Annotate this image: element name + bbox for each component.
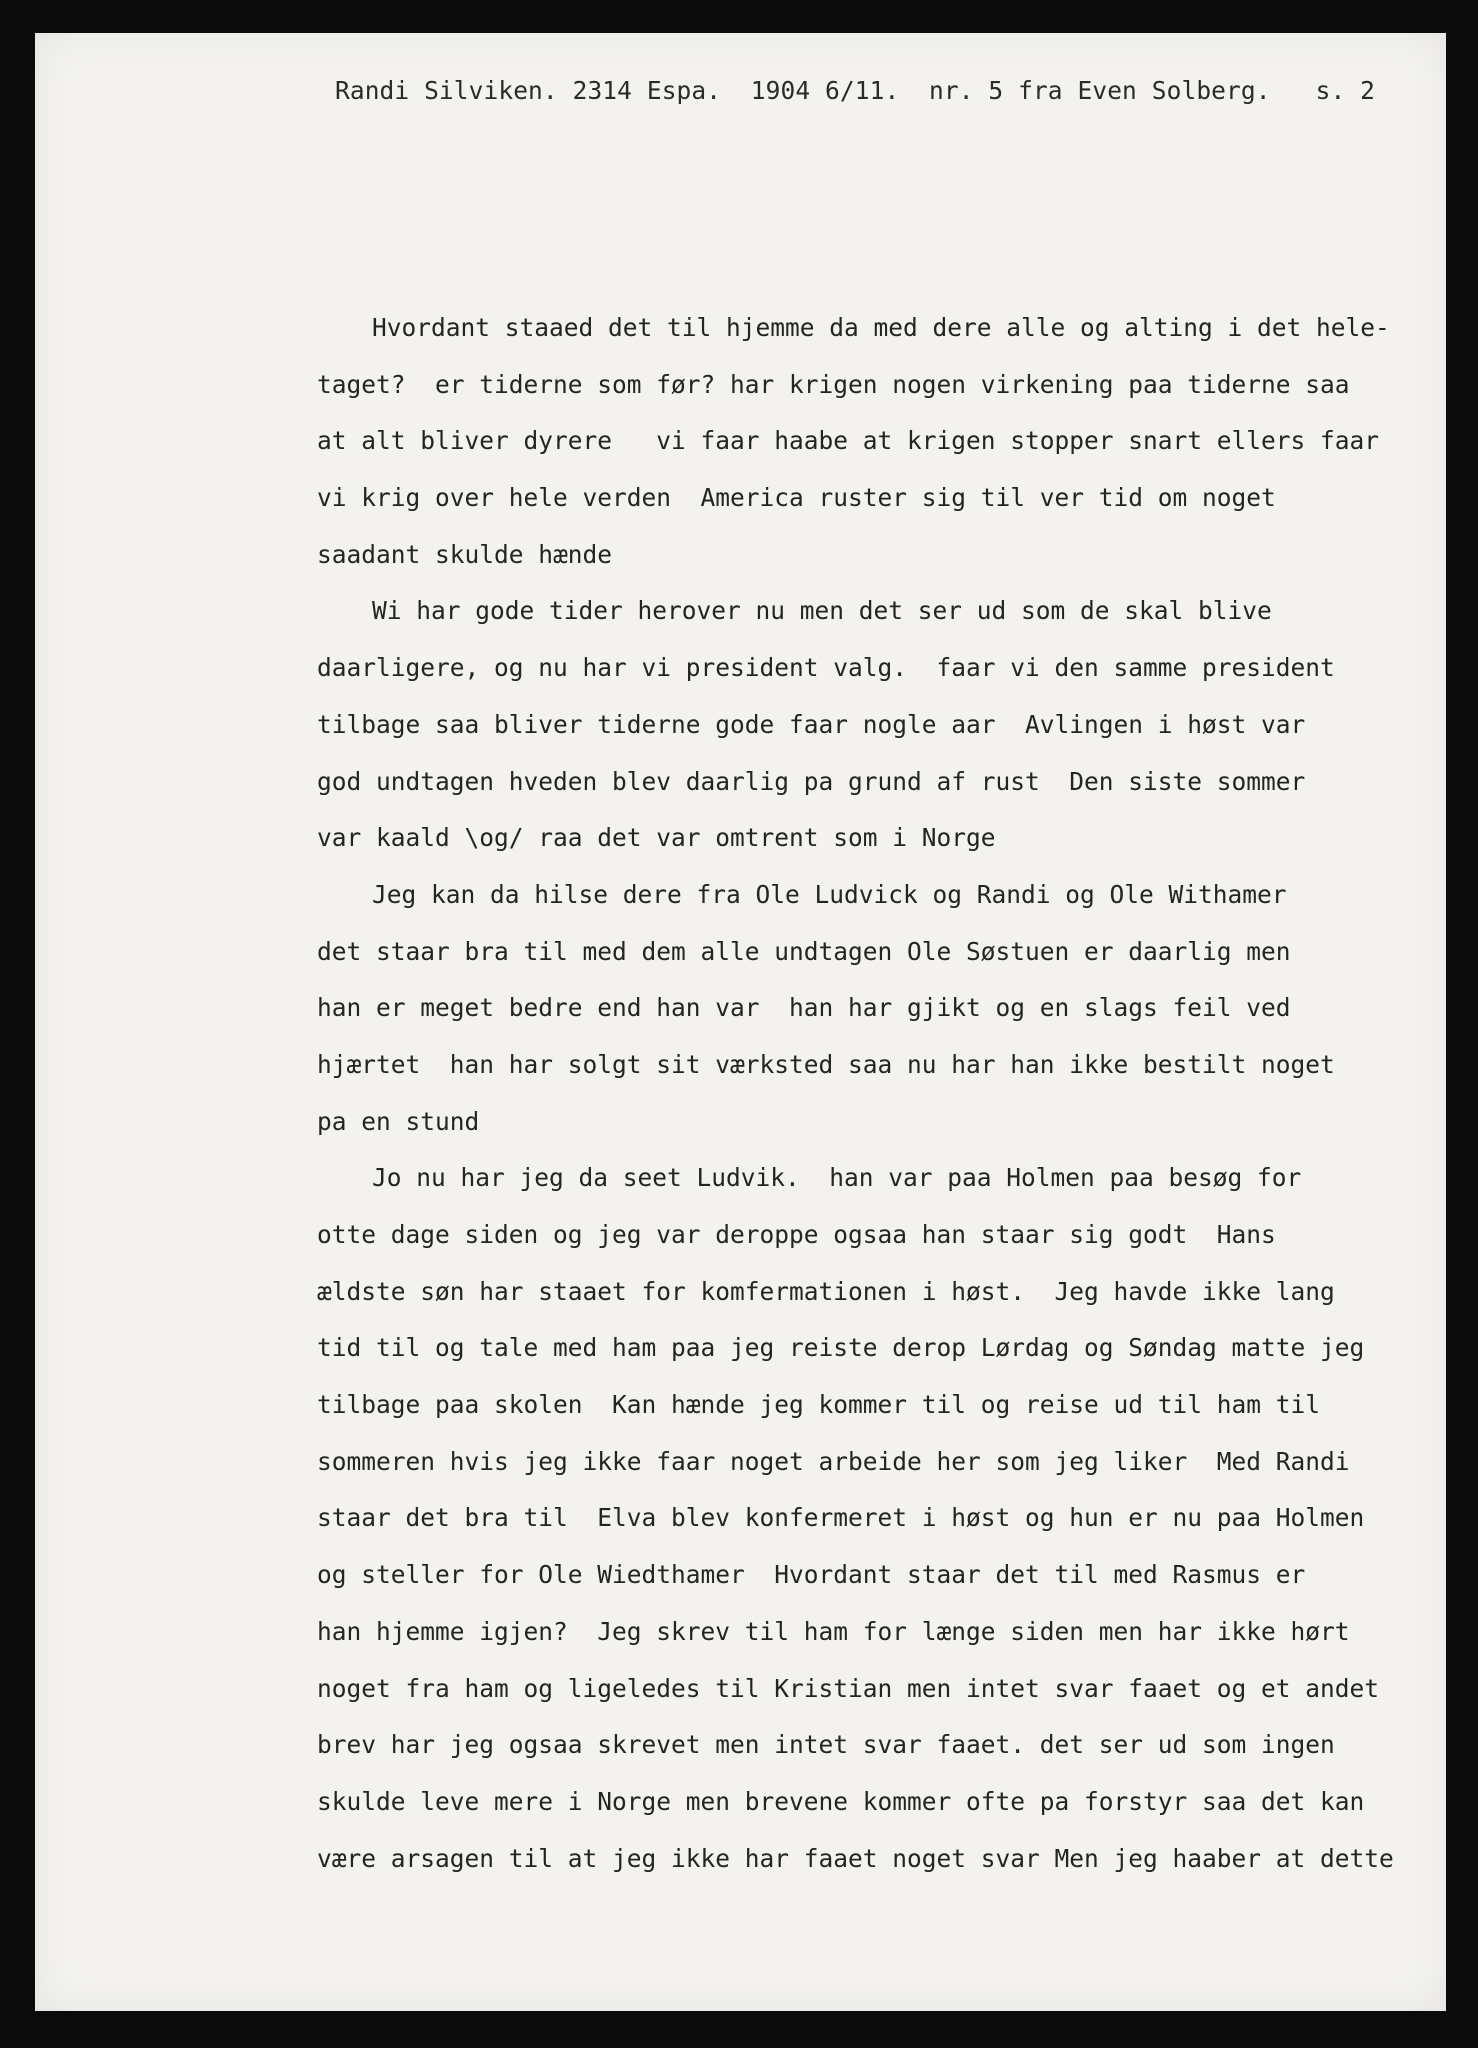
text-line: brev har jeg ogsaa skrevet men intet svar faaet. det ser ud som ingen: [317, 1730, 1335, 1760]
text-line: noget fra ham og ligeledes til Kristian men intet svar faaet og et andet: [317, 1673, 1380, 1703]
text-line: hjærtet han har solgt sit værksted saa nu har han ikke bestilt noget: [317, 1049, 1335, 1079]
text-line: Wi har gode tider herover nu men det ser ud som de skal blive: [372, 596, 1272, 626]
text-line: tid til og tale med ham paa jeg reiste derop Lørdag og Søndag matte jeg: [317, 1333, 1365, 1363]
text-line: være arsagen til at jeg ikke har faaet noget svar Men jeg haaber at dette: [317, 1843, 1394, 1873]
text-line: han hjemme igjen? Jeg skrev til ham for længe siden men har ikke hørt: [317, 1616, 1350, 1646]
text-line: Hvordant staaed det til hjemme da med dere alle og alting i det hele-: [372, 313, 1390, 342]
header-reference: Randi Silviken. 2314 Espa. 1904 6/11. nr. 5 fra Even Solberg.: [335, 76, 1271, 105]
letter-header: [335, 76, 1375, 110]
text-line: otte dage siden og jeg var deroppe ogsaa han staar sig godt Hans: [317, 1220, 1276, 1249]
text-line: daarligere, og nu har vi president valg. faar vi den samme president: [317, 653, 1335, 683]
text-line: Jeg kan da hilse dere fra Ole Ludvick og Randi og Ole Withamer: [372, 879, 1287, 909]
text-line: pa en stund: [317, 1106, 480, 1136]
text-line: tilbage saa bliver tiderne gode faar nogle aar Avlingen i høst var: [317, 709, 1306, 739]
page-number: s. 2: [1315, 76, 1375, 105]
text-line: staar det bra til Elva blev konfermeret i høst og hun er nu paa Holmen: [317, 1503, 1365, 1533]
text-line: sommeren hvis jeg ikke faar noget arbeide her som jeg liker Med Randi: [317, 1446, 1350, 1476]
text-line: vi krig over hele verden America ruster sig til ver tid om noget: [317, 483, 1276, 513]
text-line: god undtagen hveden blev daarlig pa grund af rust Den siste sommer: [317, 766, 1306, 796]
text-line: skulde leve mere i Norge men brevene kommer ofte pa forstyr saa det kan: [317, 1786, 1365, 1816]
text-line: at alt bliver dyrere vi faar haabe at krigen stopper snart ellers faar: [317, 426, 1380, 456]
text-line: taget? er tiderne som før? har krigen nogen virkening paa tiderne saa: [317, 369, 1350, 399]
text-line: Jo nu har jeg da seet Ludvik. han var paa Holmen paa besøg for: [372, 1163, 1302, 1193]
text-line: og steller for Ole Wiedthamer Hvordant staar det til med Rasmus er: [317, 1560, 1306, 1590]
text-line: det staar bra til med dem alle undtagen Ole Søstuen er daarlig men: [317, 936, 1291, 966]
text-line: saadant skulde hænde: [317, 539, 613, 569]
text-line: tilbage paa skolen Kan hænde jeg kommer til og reise ud til ham til: [317, 1390, 1321, 1420]
text-line: var kaald \og/ raa det var omtrent som i Norge: [317, 823, 996, 853]
text-line: ældste søn har staaet for komfermationen i høst. Jeg havde ikke lang: [317, 1276, 1335, 1306]
text-line: han er meget bedre end han var han har gjikt og en slags feil ved: [317, 993, 1291, 1023]
letter-body: [317, 300, 1394, 1887]
